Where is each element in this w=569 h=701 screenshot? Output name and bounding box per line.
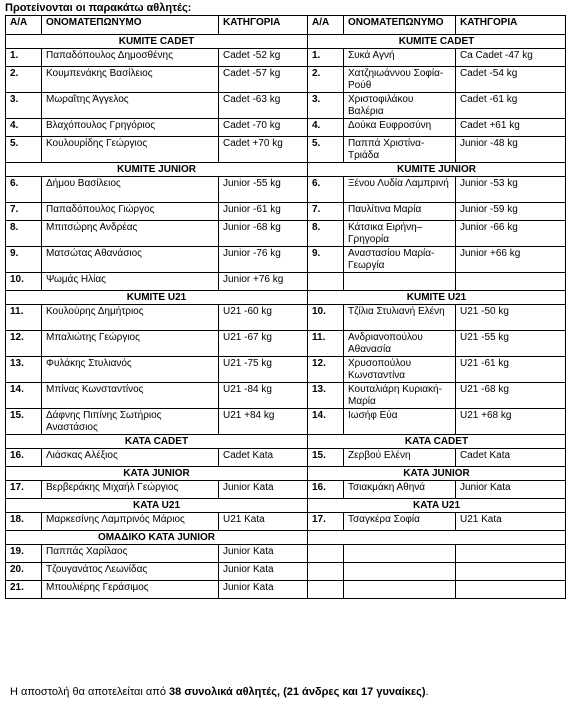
- section-title-left: KUMITE U21: [6, 291, 308, 305]
- left-athlete-name: Μαρκεσίνης Λαμπρινός Μάριος: [42, 513, 219, 531]
- right-category: [456, 581, 566, 599]
- table-row: [6, 305, 566, 331]
- left-category: U21 Kata: [219, 513, 308, 531]
- header-category-right: ΚΑΤΗΓΟΡΙΑ: [456, 16, 566, 35]
- left-category: Junior -76 kg: [219, 247, 308, 273]
- right-number: 5.: [308, 137, 344, 163]
- right-category: U21 -68 kg: [456, 383, 566, 409]
- left-number: 15.: [6, 409, 42, 435]
- left-athlete-name: Κουλουρίδης Γεώργιος: [42, 137, 219, 163]
- right-number: [308, 563, 344, 581]
- right-category: Junior -66 kg: [456, 221, 566, 247]
- section-title-left: KATA CADET: [6, 435, 308, 449]
- section-header-row: [6, 531, 566, 545]
- right-number: 14.: [308, 409, 344, 435]
- right-athlete-name: Συκά Αγνή: [344, 49, 456, 67]
- left-athlete-name: Παππάς Χαρίλαος: [42, 545, 219, 563]
- right-number: 12.: [308, 357, 344, 383]
- section-title-left: KUMITE JUNIOR: [6, 163, 308, 177]
- header-aa-left: Α/Α: [6, 16, 42, 35]
- right-athlete-name: [344, 563, 456, 581]
- section-title-left: KATA JUNIOR: [6, 467, 308, 481]
- right-number: [308, 273, 344, 291]
- right-athlete-name: Κουταλιάρη Κυριακή-Μαρία: [344, 383, 456, 409]
- header-name-right: ΟΝΟΜΑΤΕΠΩΝΥΜΟ: [344, 16, 456, 35]
- section-title-right: KUMITE JUNIOR: [308, 163, 566, 177]
- section-header-row: [6, 435, 566, 449]
- table-row: [6, 357, 566, 383]
- right-category: [456, 563, 566, 581]
- right-athlete-name: Ανδριανοπούλου Αθανασία: [344, 331, 456, 357]
- right-athlete-name: Ξένου Λυδία Λαμπρινή: [344, 177, 456, 203]
- right-category: Junior +66 kg: [456, 247, 566, 273]
- right-athlete-name: Τσαγκέρα Σοφία: [344, 513, 456, 531]
- table-row: [6, 67, 566, 93]
- left-athlete-name: Βλαχόπουλος Γρηγόριος: [42, 119, 219, 137]
- right-athlete-name: Κάτσικα Ειρήνη–Γρηγορία: [344, 221, 456, 247]
- left-category: Cadet -70 kg: [219, 119, 308, 137]
- left-category: Cadet Kata: [219, 449, 308, 467]
- right-number: 16.: [308, 481, 344, 499]
- left-athlete-name: Μπιτσώρης Ανδρέας: [42, 221, 219, 247]
- right-number: 11.: [308, 331, 344, 357]
- left-category: U21 -67 kg: [219, 331, 308, 357]
- right-category: Junior -53 kg: [456, 177, 566, 203]
- section-title-left: ΟΜΑΔΙΚΟ KATA JUNIOR: [6, 531, 308, 545]
- table-row: [6, 177, 566, 203]
- left-number: 17.: [6, 481, 42, 499]
- left-number: 18.: [6, 513, 42, 531]
- table-row: [6, 137, 566, 163]
- section-header-row: [6, 35, 566, 49]
- section-header-row: [6, 467, 566, 481]
- right-category: [456, 273, 566, 291]
- right-number: 2.: [308, 67, 344, 93]
- right-category: Cadet -54 kg: [456, 67, 566, 93]
- right-number: 6.: [308, 177, 344, 203]
- section-title-right: KATA CADET: [308, 435, 566, 449]
- left-number: 8.: [6, 221, 42, 247]
- left-category: Cadet -52 kg: [219, 49, 308, 67]
- right-number: 13.: [308, 383, 344, 409]
- left-number: 4.: [6, 119, 42, 137]
- left-athlete-name: Παπαδόπουλος Γιώργος: [42, 203, 219, 221]
- left-category: Junior -61 kg: [219, 203, 308, 221]
- left-category: Cadet -57 kg: [219, 67, 308, 93]
- footer-suffix: .: [425, 686, 429, 698]
- right-athlete-name: [344, 273, 456, 291]
- left-number: 20.: [6, 563, 42, 581]
- left-category: U21 -75 kg: [219, 357, 308, 383]
- table-row: [6, 331, 566, 357]
- left-category: Junior Kata: [219, 581, 308, 599]
- section-title-left: KUMITE CADET: [6, 35, 308, 49]
- header-name-left: ΟΝΟΜΑΤΕΠΩΝΥΜΟ: [42, 16, 219, 35]
- table-row: [6, 203, 566, 221]
- right-category: Ca Cadet -47 kg: [456, 49, 566, 67]
- right-number: 9.: [308, 247, 344, 273]
- left-number: 6.: [6, 177, 42, 203]
- left-athlete-name: Τζουγανάτος Λεωνίδας: [42, 563, 219, 581]
- left-category: Junior -68 kg: [219, 221, 308, 247]
- left-category: Cadet +70 kg: [219, 137, 308, 163]
- left-athlete-name: Ψωμάς Ηλίας: [42, 273, 219, 291]
- right-number: 3.: [308, 93, 344, 119]
- left-category: Junior -55 kg: [219, 177, 308, 203]
- section-header-row: [6, 499, 566, 513]
- section-title-left: KATA U21: [6, 499, 308, 513]
- left-athlete-name: Μπουλιέρης Γεράσιμος: [42, 581, 219, 599]
- right-number: 15.: [308, 449, 344, 467]
- right-category: Junior -48 kg: [456, 137, 566, 163]
- right-athlete-name: Παππά Χριστίνα-Τριάδα: [344, 137, 456, 163]
- footer-summary: [10, 686, 429, 698]
- right-category: Cadet +61 kg: [456, 119, 566, 137]
- right-athlete-name: [344, 581, 456, 599]
- left-athlete-name: Μωραΐτης Άγγελος: [42, 93, 219, 119]
- left-athlete-name: Φυλάκης Στυλιανός: [42, 357, 219, 383]
- table-row: [6, 449, 566, 467]
- left-number: 9.: [6, 247, 42, 273]
- section-title-right: KATA JUNIOR: [308, 467, 566, 481]
- left-athlete-name: Παπαδόπουλος Δημοσθένης: [42, 49, 219, 67]
- right-number: 1.: [308, 49, 344, 67]
- table-row: [6, 247, 566, 273]
- right-athlete-name: Δούκα Ευφροσύνη: [344, 119, 456, 137]
- left-category: U21 -84 kg: [219, 383, 308, 409]
- left-athlete-name: Μπίνας Κωνσταντίνος: [42, 383, 219, 409]
- right-athlete-name: [344, 545, 456, 563]
- intro-text: Προτείνονται οι παρακάτω αθλητές:: [5, 2, 192, 14]
- right-category: U21 Kata: [456, 513, 566, 531]
- section-title-right: KATA U21: [308, 499, 566, 513]
- left-athlete-name: Μπαλιώτης Γεώργιος: [42, 331, 219, 357]
- right-athlete-name: Τζίλια Στυλιανή Ελένη: [344, 305, 456, 331]
- right-athlete-name: Χρυσοπούλου Κωνσταντίνα: [344, 357, 456, 383]
- right-number: 7.: [308, 203, 344, 221]
- right-category: Junior Kata: [456, 481, 566, 499]
- table-row: [6, 545, 566, 563]
- athletes-table-body: [6, 16, 566, 599]
- right-category: U21 +68 kg: [456, 409, 566, 435]
- table-row: [6, 273, 566, 291]
- left-category: U21 -60 kg: [219, 305, 308, 331]
- section-header-row: [6, 163, 566, 177]
- right-category: Cadet Kata: [456, 449, 566, 467]
- right-athlete-name: Παυλίτινα Μαρία: [344, 203, 456, 221]
- right-athlete-name: Αναστασίου Μαρία-Γεωργία: [344, 247, 456, 273]
- left-number: 16.: [6, 449, 42, 467]
- section-title-right: [308, 531, 566, 545]
- right-athlete-name: Χριστοφιλάκου Βαλέρια: [344, 93, 456, 119]
- right-category: U21 -55 kg: [456, 331, 566, 357]
- footer-bold: 38 συνολικά αθλητές, (21 άνδρες και 17 γυναίκες): [169, 686, 426, 698]
- left-athlete-name: Ματσώτας Αθανάσιος: [42, 247, 219, 273]
- left-category: Junior Kata: [219, 563, 308, 581]
- left-athlete-name: Δήμου Βασίλειος: [42, 177, 219, 203]
- footer-prefix: Η αποστολή θα αποτελείται από: [10, 686, 170, 698]
- right-category: Junior -59 kg: [456, 203, 566, 221]
- left-number: 11.: [6, 305, 42, 331]
- left-athlete-name: Δάφνης Πιπίνης Σωτήριος Αναστάσιος: [42, 409, 219, 435]
- section-title-right: KUMITE CADET: [308, 35, 566, 49]
- left-number: 12.: [6, 331, 42, 357]
- table-row: [6, 563, 566, 581]
- left-number: 5.: [6, 137, 42, 163]
- athletes-table: [5, 15, 566, 599]
- right-number: [308, 581, 344, 599]
- table-row: [6, 409, 566, 435]
- table-row: [6, 581, 566, 599]
- left-number: 3.: [6, 93, 42, 119]
- left-number: 2.: [6, 67, 42, 93]
- header-aa-right: Α/Α: [308, 16, 344, 35]
- right-category: Cadet -61 kg: [456, 93, 566, 119]
- left-category: U21 +84 kg: [219, 409, 308, 435]
- section-title-right: KUMITE U21: [308, 291, 566, 305]
- table-row: [6, 383, 566, 409]
- left-athlete-name: Κουλούρης Δημήτριος: [42, 305, 219, 331]
- left-number: 1.: [6, 49, 42, 67]
- table-row: [6, 49, 566, 67]
- right-category: U21 -61 kg: [456, 357, 566, 383]
- table-row: [6, 93, 566, 119]
- right-athlete-name: Χατζηιωάννου Σοφία-Ρούθ: [344, 67, 456, 93]
- left-category: Junior Kata: [219, 545, 308, 563]
- table-row: [6, 119, 566, 137]
- left-number: 13.: [6, 357, 42, 383]
- right-number: 4.: [308, 119, 344, 137]
- left-number: 19.: [6, 545, 42, 563]
- section-header-row: [6, 291, 566, 305]
- right-category: [456, 545, 566, 563]
- right-number: 17.: [308, 513, 344, 531]
- left-athlete-name: Λιάσκας Αλέξιος: [42, 449, 219, 467]
- header-category-left: ΚΑΤΗΓΟΡΙΑ: [219, 16, 308, 35]
- left-category: Cadet -63 kg: [219, 93, 308, 119]
- left-category: Junior +76 kg: [219, 273, 308, 291]
- left-category: Junior Kata: [219, 481, 308, 499]
- right-number: 10.: [308, 305, 344, 331]
- left-number: 10.: [6, 273, 42, 291]
- left-number: 14.: [6, 383, 42, 409]
- right-athlete-name: Ζερβού Ελένη: [344, 449, 456, 467]
- left-number: 7.: [6, 203, 42, 221]
- right-category: U21 -50 kg: [456, 305, 566, 331]
- table-row: [6, 481, 566, 499]
- right-athlete-name: Τσιακμάκη Αθηνά: [344, 481, 456, 499]
- table-row: [6, 513, 566, 531]
- right-number: 8.: [308, 221, 344, 247]
- table-row: [6, 221, 566, 247]
- header-row: [6, 16, 566, 35]
- left-athlete-name: Κουμπενάκης Βασίλειος: [42, 67, 219, 93]
- left-number: 21.: [6, 581, 42, 599]
- left-athlete-name: Βερβεράκης Μιχαήλ Γεώργιος: [42, 481, 219, 499]
- right-number: [308, 545, 344, 563]
- right-athlete-name: Ιωσήφ Εύα: [344, 409, 456, 435]
